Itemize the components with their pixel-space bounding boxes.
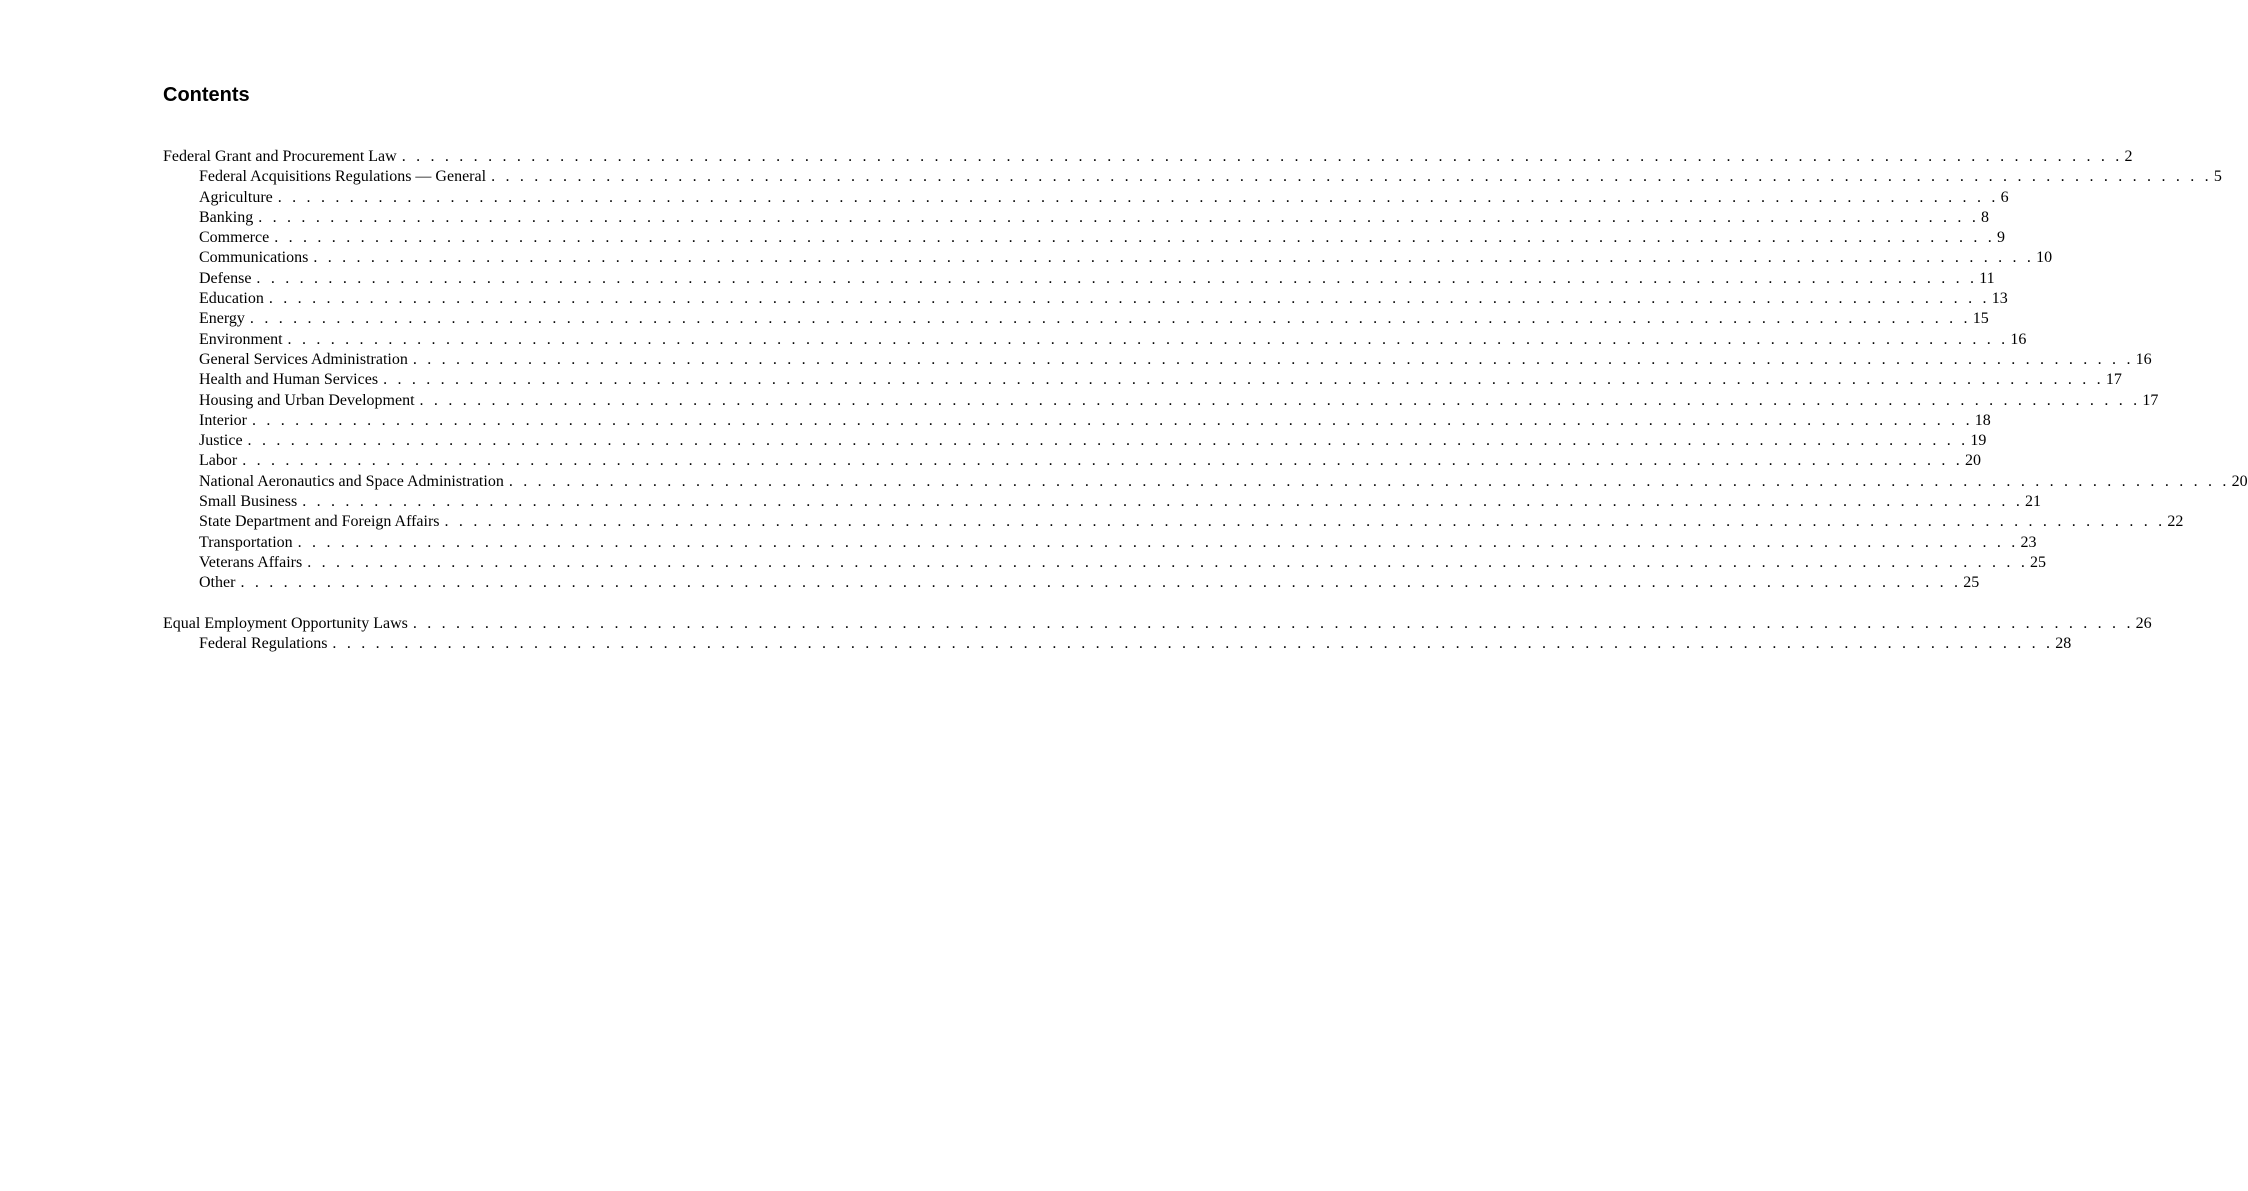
dot-leader: . . . . . . . . . . . . . . . . . . . . . . . . . . . . . . . . . . . . . . . . . . . . . . . . . . . . . . . . . . . . . . . . . . . . . . . . . . . . . . . . . . . . . . . . . . . . . . . . . . . . . . . . . . . . . . . . . . . . . . . .	[508, 472, 2230, 490]
dot-leader: . . . . . . . . . . . . . . . . . . . . . . . . . . . . . . . . . . . . . . . . . . . . . . . . . . . . . . . . . . . . . . . . . . . . . . . . . . . . . . . . . . . . . . . . . . . . . . . . . . . . . . . . . . . . . . . . . . . . . . . .	[412, 614, 2134, 632]
toc-entry-label: Health and Human Services	[199, 371, 379, 389]
toc-entry[interactable]	[163, 208, 1990, 228]
dot-leader: . . . . . . . . . . . . . . . . . . . . . . . . . . . . . . . . . . . . . . . . . . . . . . . . . . . . . . . . . . . . . . . . . . . . . . . . . . . . . . . . . . . . . . . . . . . . . . . . . . . . . . . . . . . . . . . . . . . . . . . .	[251, 411, 1973, 429]
toc-section-heading[interactable]	[163, 147, 2133, 167]
toc-entry[interactable]	[163, 269, 1995, 289]
toc-entry-label: Labor	[199, 452, 238, 470]
toc-entry[interactable]	[163, 167, 2222, 187]
dot-leader: . . . . . . . . . . . . . . . . . . . . . . . . . . . . . . . . . . . . . . . . . . . . . . . . . . . . . . . . . . . . . . . . . . . . . . . . . . . . . . . . . . . . . . . . . . . . . . . . . . . . . . . . . . . . . . . . . . . . . . . .	[277, 188, 1999, 206]
toc-page-number: 8	[1981, 208, 1990, 226]
toc-entry[interactable]	[163, 451, 1982, 471]
dot-leader: . . . . . . . . . . . . . . . . . . . . . . . . . . . . . . . . . . . . . . . . . . . . . . . . . . . . . . . . . . . . . . . . . . . . . . . . . . . . . . . . . . . . . . . . . . . . . . . . . . . . . . . . . . . . . . . . . . . . . . . .	[297, 533, 2019, 551]
page-title: Contents	[163, 84, 250, 106]
toc-entry[interactable]	[163, 309, 1989, 329]
toc-page-number: 6	[2000, 188, 2009, 206]
toc-entry-label: Interior	[199, 411, 247, 429]
toc-entry-label: Federal Acquisitions Regulations — General	[199, 168, 487, 186]
table-of-contents	[163, 147, 2248, 675]
toc-page-number: 15	[1972, 310, 1989, 328]
toc-entry-label: Environment	[199, 330, 283, 348]
toc-page-number: 17	[2105, 371, 2122, 389]
toc-entry[interactable]	[163, 431, 1987, 451]
toc-entry-label: Veterans Affairs	[199, 553, 303, 571]
toc-entry[interactable]	[163, 573, 1980, 593]
toc-page-number: 20	[2231, 472, 2248, 490]
toc-entry[interactable]	[163, 472, 2248, 492]
dot-leader: . . . . . . . . . . . . . . . . . . . . . . . . . . . . . . . . . . . . . . . . . . . . . . . . . . . . . . . . . . . . . . . . . . . . . . . . . . . . . . . . . . . . . . . . . . . . . . . . . . . . . . . . . . . . . . . . . . . . . . . .	[401, 148, 2123, 165]
dot-leader: . . . . . . . . . . . . . . . . . . . . . . . . . . . . . . . . . . . . . . . . . . . . . . . . . . . . . . . . . . . . . . . . . . . . . . . . . . . . . . . . . . . . . . . . . . . . . . . . . . . . . . . . . . . . . . . . . . . . . . . .	[256, 269, 1978, 287]
toc-section	[163, 147, 2248, 594]
dot-leader: . . . . . . . . . . . . . . . . . . . . . . . . . . . . . . . . . . . . . . . . . . . . . . . . . . . . . . . . . . . . . . . . . . . . . . . . . . . . . . . . . . . . . . . . . . . . . . . . . . . . . . . . . . . . . . . . . . . . . . . .	[247, 432, 1969, 450]
toc-entry-label: Small Business	[199, 493, 298, 511]
toc-entry[interactable]	[163, 330, 2027, 350]
toc-entry-label: Housing and Urban Development	[199, 391, 415, 409]
toc-page-number: 16	[2010, 330, 2027, 348]
toc-entry-label: Education	[199, 290, 264, 308]
dot-leader: . . . . . . . . . . . . . . . . . . . . . . . . . . . . . . . . . . . . . . . . . . . . . . . . . . . . . . . . . . . . . . . . . . . . . . . . . . . . . . . . . . . . . . . . . . . . . . . . . . . . . . . . . . . . . . . . . . . . . . . .	[444, 513, 2166, 531]
toc-page-number: 18	[1974, 411, 1991, 429]
toc-entry[interactable]	[163, 350, 2152, 370]
toc-page-number: 25	[1963, 574, 1980, 592]
dot-leader: . . . . . . . . . . . . . . . . . . . . . . . . . . . . . . . . . . . . . . . . . . . . . . . . . . . . . . . . . . . . . . . . . . . . . . . . . . . . . . . . . . . . . . . . . . . . . . . . . . . . . . . . . . . . . . . . . . . . . . . .	[268, 290, 1990, 308]
toc-entry-label: Other	[199, 574, 236, 592]
toc-entry[interactable]	[163, 391, 2159, 411]
dot-leader: . . . . . . . . . . . . . . . . . . . . . . . . . . . . . . . . . . . . . . . . . . . . . . . . . . . . . . . . . . . . . . . . . . . . . . . . . . . . . . . . . . . . . . . . . . . . . . . . . . . . . . . . . . . . . . . . . . . . . . . .	[307, 553, 2029, 571]
dot-leader: . . . . . . . . . . . . . . . . . . . . . . . . . . . . . . . . . . . . . . . . . . . . . . . . . . . . . . . . . . . . . . . . . . . . . . . . . . . . . . . . . . . . . . . . . . . . . . . . . . . . . . . . . . . . . . . . . . . . . . . .	[258, 208, 1980, 226]
toc-entry-label: Communications	[199, 249, 309, 267]
toc-page-number: 25	[2030, 553, 2047, 571]
toc-page-number: 9	[1997, 229, 2006, 247]
toc-page-number: 23	[2020, 533, 2037, 551]
toc-page-number: 11	[1979, 269, 1995, 287]
toc-page-number: 19	[1970, 432, 1987, 450]
dot-leader: . . . . . . . . . . . . . . . . . . . . . . . . . . . . . . . . . . . . . . . . . . . . . . . . . . . . . . . . . . . . . . . . . . . . . . . . . . . . . . . . . . . . . . . . . . . . . . . . . . . . . . . . . . . . . . . . . . . . . . . .	[383, 371, 2104, 389]
toc-entry[interactable]	[163, 634, 2072, 654]
dot-leader: . . . . . . . . . . . . . . . . . . . . . . . . . . . . . . . . . . . . . . . . . . . . . . . . . . . . . . . . . . . . . . . . . . . . . . . . . . . . . . . . . . . . . . . . . . . . . . . . . . . . . . . . . . . . . . . . . . . . . . . .	[313, 249, 2035, 267]
dot-leader: . . . . . . . . . . . . . . . . . . . . . . . . . . . . . . . . . . . . . . . . . . . . . . . . . . . . . . . . . . . . . . . . . . . . . . . . . . . . . . . . . . . . . . . . . . . . . . . . . . . . . . . . . . . . . . . . . . . . . . . .	[274, 229, 1996, 247]
dot-leader: . . . . . . . . . . . . . . . . . . . . . . . . . . . . . . . . . . . . . . . . . . . . . . . . . . . . . . . . . . . . . . . . . . . . . . . . . . . . . . . . . . . . . . . . . . . . . . . . . . . . . . . . . . . . . . . . . . . . . . . .	[249, 310, 1971, 328]
dot-leader: . . . . . . . . . . . . . . . . . . . . . . . . . . . . . . . . . . . . . . . . . . . . . . . . . . . . . . . . . . . . . . . . . . . . . . . . . . . . . . . . . . . . . . . . . . . . . . . . . . . . . . . . . . . . . . . . . . . . . . . .	[419, 391, 2141, 409]
dot-leader: . . . . . . . . . . . . . . . . . . . . . . . . . . . . . . . . . . . . . . . . . . . . . . . . . . . . . . . . . . . . . . . . . . . . . . . . . . . . . . . . . . . . . . . . . . . . . . . . . . . . . . . . . . . . . . . . . . . . . . . .	[491, 168, 2212, 186]
toc-entry[interactable]	[163, 188, 2009, 208]
toc-entry[interactable]	[163, 411, 1991, 431]
dot-leader: . . . . . . . . . . . . . . . . . . . . . . . . . . . . . . . . . . . . . . . . . . . . . . . . . . . . . . . . . . . . . . . . . . . . . . . . . . . . . . . . . . . . . . . . . . . . . . . . . . . . . . . . . . . . . . . . . . . . . . . .	[302, 493, 2024, 511]
toc-entry-label: General Services Administration	[199, 350, 408, 368]
toc-page-number: 17	[2142, 391, 2159, 409]
toc-page-number: 20	[1965, 452, 1982, 470]
toc-entry-label: Energy	[199, 310, 245, 328]
toc-entry[interactable]	[163, 228, 2006, 248]
toc-section-heading[interactable]	[163, 614, 2152, 634]
toc-entry[interactable]	[163, 248, 2053, 268]
toc-page-number: 22	[2167, 513, 2184, 531]
toc-page-number: 2	[2124, 148, 2133, 165]
toc-entry-label: Defense	[199, 269, 252, 287]
toc-entry-label: State Department and Foreign Affairs	[199, 513, 440, 531]
toc-entry-label: Banking	[199, 208, 254, 226]
toc-entry-label: Equal Employment Opportunity Laws	[163, 614, 408, 632]
dot-leader: . . . . . . . . . . . . . . . . . . . . . . . . . . . . . . . . . . . . . . . . . . . . . . . . . . . . . . . . . . . . . . . . . . . . . . . . . . . . . . . . . . . . . . . . . . . . . . . . . . . . . . . . . . . . . . . . . . . . . . . .	[287, 330, 2009, 348]
toc-entry[interactable]	[163, 512, 2184, 532]
toc-entry-label: Agriculture	[199, 188, 273, 206]
toc-page-number: 5	[2213, 168, 2222, 186]
dot-leader: . . . . . . . . . . . . . . . . . . . . . . . . . . . . . . . . . . . . . . . . . . . . . . . . . . . . . . . . . . . . . . . . . . . . . . . . . . . . . . . . . . . . . . . . . . . . . . . . . . . . . . . . . . . . . . . . . . . . . . . .	[332, 635, 2054, 653]
toc-page-number: 28	[2055, 635, 2072, 653]
toc-entry-label: Federal Regulations	[199, 635, 328, 653]
dot-leader: . . . . . . . . . . . . . . . . . . . . . . . . . . . . . . . . . . . . . . . . . . . . . . . . . . . . . . . . . . . . . . . . . . . . . . . . . . . . . . . . . . . . . . . . . . . . . . . . . . . . . . . . . . . . . . . . . . . . . . . .	[242, 452, 1964, 470]
toc-entry[interactable]	[163, 553, 2047, 573]
toc-entry-label: National Aeronautics and Space Administration	[199, 472, 504, 490]
toc-entry-label: Justice	[199, 432, 243, 450]
toc-page-number: 13	[1991, 290, 2008, 308]
toc-entry[interactable]	[163, 492, 2042, 512]
toc-entry-label: Federal Grant and Procurement Law	[163, 148, 397, 165]
toc-entry[interactable]	[163, 289, 2008, 309]
toc-entry-label: Transportation	[199, 533, 293, 551]
toc-page-number: 26	[2135, 614, 2152, 632]
toc-page-number: 16	[2135, 350, 2152, 368]
toc-page-number: 10	[2036, 249, 2053, 267]
toc-page-number: 21	[2025, 493, 2042, 511]
toc-entry-label: Commerce	[199, 229, 270, 247]
toc-entry[interactable]	[163, 533, 2037, 553]
toc-entry[interactable]	[163, 370, 2122, 390]
dot-leader: . . . . . . . . . . . . . . . . . . . . . . . . . . . . . . . . . . . . . . . . . . . . . . . . . . . . . . . . . . . . . . . . . . . . . . . . . . . . . . . . . . . . . . . . . . . . . . . . . . . . . . . . . . . . . . . . . . . . . . . .	[412, 350, 2134, 368]
dot-leader: . . . . . . . . . . . . . . . . . . . . . . . . . . . . . . . . . . . . . . . . . . . . . . . . . . . . . . . . . . . . . . . . . . . . . . . . . . . . . . . . . . . . . . . . . . . . . . . . . . . . . . . . . . . . . . . . . . . . . . . .	[240, 574, 1962, 592]
toc-section	[163, 614, 2152, 655]
